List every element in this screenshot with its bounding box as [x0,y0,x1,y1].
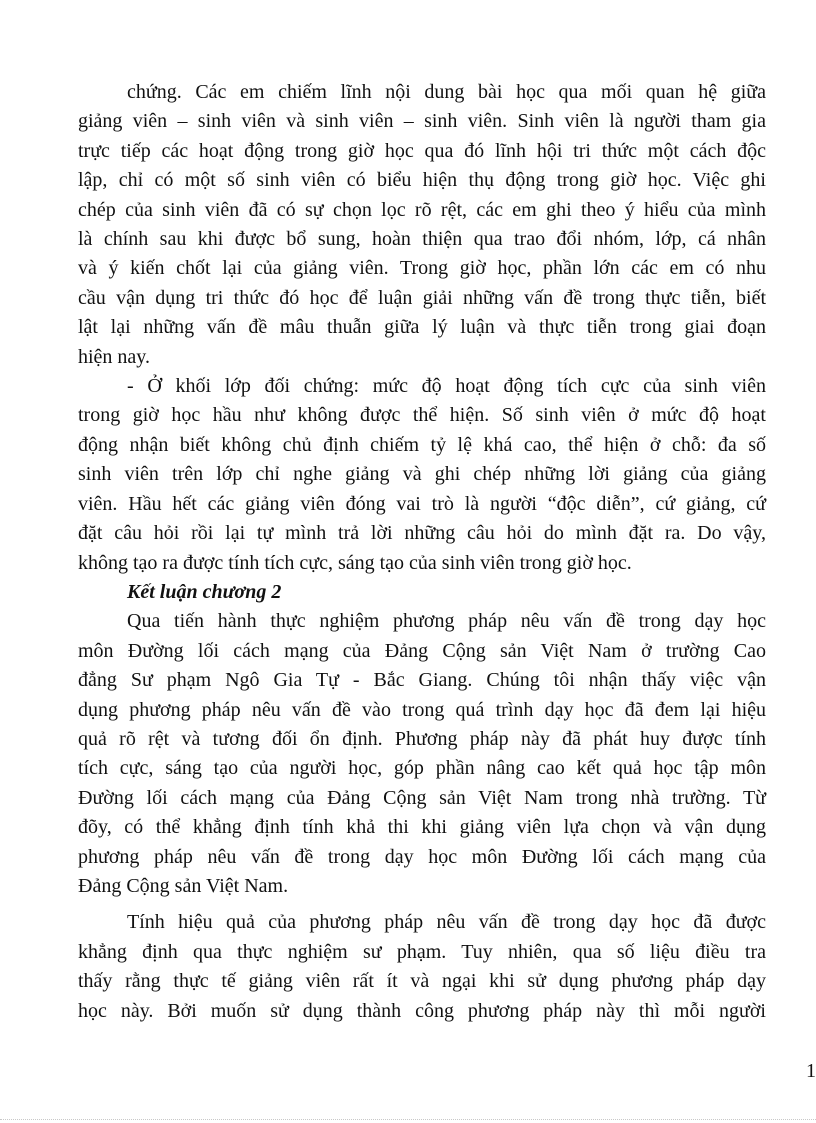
section-heading: Kết luận chương 2 [127,580,282,603]
text-line: phương pháp nêu vấn đề trong dạy học môn Đường lối cách mạng của [78,845,766,868]
text-line: đõy, có thể khẳng định tính khả thi khi giảng viên lựa chọn và vận dụng [78,816,766,839]
text-line: cầu vận dụng tri thức đó học để luận giải những vấn đề trong thực tiễn, biết [78,286,766,309]
text-line: sinh viên trên lớp chỉ nghe giảng và ghi chép những lời giảng của giảng [78,463,766,486]
text-line: động nhận biết không chủ định chiếm tỷ lệ khá cao, thể hiện ở chỗ: đa số [78,433,766,456]
text-line: trong giờ học hầu như không được thể hiện. Số sinh viên ở mức độ hoạt [78,404,766,427]
text-line: - Ở khối lớp đối chứng: mức độ hoạt động tích cực của sinh viên [127,375,766,398]
text-line: quả rõ rệt và tương đối ổn định. Phương pháp này đã phát huy được tính [78,727,766,750]
text-line: viên. Hầu hết các giảng viên đóng vai trò là người “độc diễn”, cứ giảng, cứ [78,492,766,515]
paragraph-experimental-class [78,78,766,372]
text-line: chép của sinh viên đã có sự chọn lọc rõ rệt, các em ghi theo ý hiểu của mình [78,198,766,221]
text-line: lập, chỉ có một số sinh viên có biểu hiện thụ động trong giờ học. Việc ghi [78,169,766,192]
text-line: là chính sau khi được bổ sung, hoàn thiện qua trao đổi nhóm, lớp, cá nhân [78,228,766,251]
text-line: tích cực, sáng tạo của người học, góp phần nâng cao kết quả học tập môn [78,757,766,780]
text-line: Đảng Cộng sản Việt Nam. [78,874,289,897]
text-line: Qua tiến hành thực nghiệm phương pháp nêu vấn đề trong dạy học [127,610,766,633]
page-number: 1 [806,1060,816,1082]
text-line: trực tiếp các hoạt động trong giờ học qua đó lĩnh hội tri thức một cách độc [78,139,766,162]
paragraph-conclusion [78,607,766,901]
text-line: Tính hiệu quả của phương pháp nêu vấn đề trong dạy học đã được [127,911,766,934]
text-line: lật lại những vấn đề mâu thuẫn giữa lý luận và thực tiễn trong giai đoạn [78,316,766,339]
paragraph-control-class [78,372,766,578]
text-line: hiện nay. [78,345,151,368]
text-line: Đường lối cách mạng của Đảng Cộng sản Việt Nam trong nhà trường. Từ [78,786,766,809]
paragraph-effectiveness [78,908,766,1026]
text-line: đẳng Sư phạm Ngô Gia Tự - Bắc Giang. Chúng tôi nhận thấy việc vận [78,669,766,692]
text-line: khẳng định qua thực nghiệm sư phạm. Tuy nhiên, qua số liệu điều tra [78,940,766,963]
text-line: và ý kiến chốt lại của giảng viên. Trong giờ học, phần lớn các em có nhu [78,257,766,280]
text-line: môn Đường lối cách mạng của Đảng Cộng sản Việt Nam ở trường Cao [78,639,766,662]
text-line: dụng phương pháp nêu vấn đề vào trong quá trình dạy học đã đem lại hiệu [78,698,766,721]
text-line: đặt câu hỏi rồi lại tự mình trả lời những câu hỏi do mình đặt ra. Do vậy, [78,522,766,545]
page-bottom-divider [0,1119,816,1120]
text-line: học này. Bởi muốn sử dụng thành công phương pháp này thì mỗi người [78,999,766,1022]
body-text [78,78,766,1026]
paragraph-spacing [78,901,766,908]
text-line: không tạo ra được tính tích cực, sáng tạo của sinh viên trong giờ học. [78,551,632,574]
text-line: giảng viên – sinh viên và sinh viên – sinh viên. Sinh viên là người tham gia [78,110,766,133]
text-line: chứng. Các em chiếm lĩnh nội dung bài học qua mối quan hệ giữa [127,81,766,103]
text-line: thấy rằng thực tế giảng viên rất ít và ngại khi sử dụng phương pháp dạy [78,970,766,993]
